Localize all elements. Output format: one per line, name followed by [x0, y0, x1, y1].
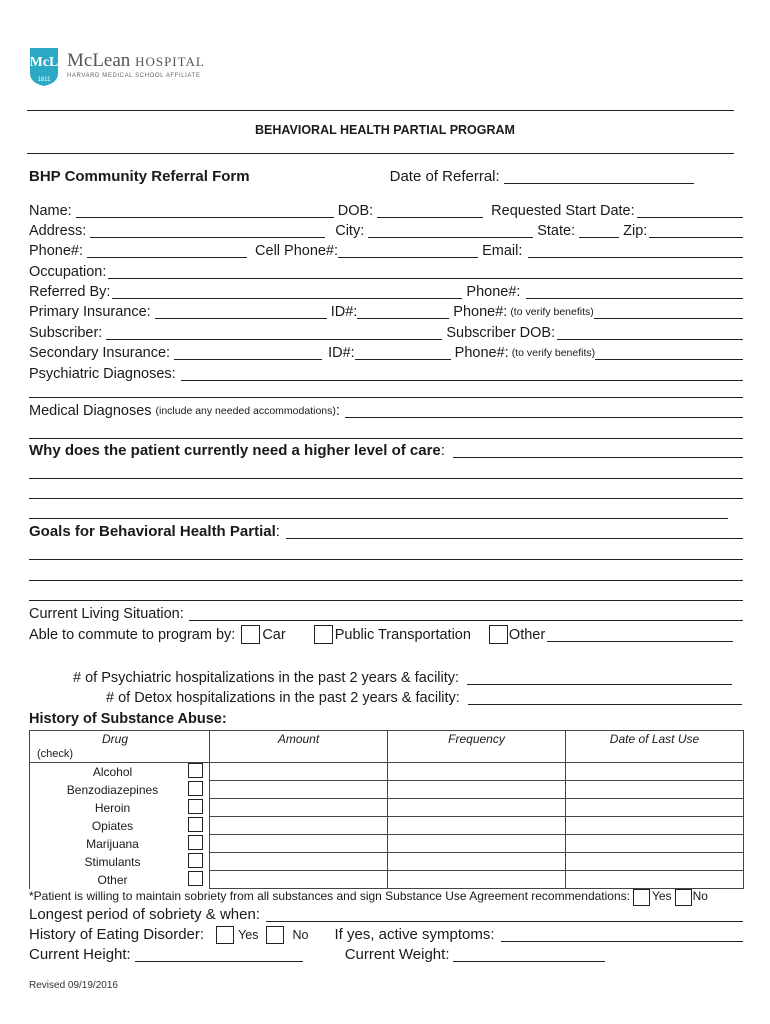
sobriety-yes-label: Yes [651, 889, 672, 903]
secondary-phone-field[interactable] [595, 344, 743, 360]
amount-cell[interactable] [210, 853, 388, 871]
frequency-cell[interactable] [388, 817, 566, 835]
eating-disorder-label: History of Eating Disorder: [29, 926, 205, 943]
medical-diagnoses-note: (include any needed accommodations) [155, 405, 336, 417]
table-row [30, 835, 744, 853]
email-field[interactable] [528, 242, 743, 258]
drug-label: Alcohol [92, 764, 133, 779]
insurance-phone-field[interactable] [594, 303, 743, 319]
id-field[interactable] [357, 303, 449, 319]
drug-cell [30, 799, 210, 817]
last-use-cell[interactable] [566, 799, 744, 817]
psych-hospitalizations-field[interactable] [467, 669, 732, 685]
drug-cell [30, 817, 210, 835]
detox-hospitalizations-field[interactable] [468, 689, 742, 705]
psych-diagnoses-label: Psychiatric Diagnoses: [29, 366, 176, 382]
zip-label: Zip: [623, 223, 648, 239]
car-checkbox[interactable] [241, 625, 260, 644]
requested-start-label: Requested Start Date: [491, 203, 635, 219]
frequency-cell[interactable] [388, 853, 566, 871]
referrer-phone-field[interactable] [526, 283, 743, 299]
table-row [30, 853, 744, 871]
drug-checkbox[interactable] [188, 799, 203, 814]
drug-label: Stimulants [84, 854, 141, 869]
medical-diagnoses-line-2[interactable] [29, 438, 743, 439]
drug-checkbox[interactable] [188, 763, 203, 778]
drug-label: Opiates [91, 818, 134, 833]
divider [27, 153, 734, 154]
id2-label: ID#: [328, 345, 355, 361]
amount-cell[interactable] [210, 835, 388, 853]
psych-diagnoses-field[interactable] [181, 365, 743, 381]
dob-field[interactable] [377, 202, 483, 218]
table-row [30, 799, 744, 817]
address-label: Address: [29, 223, 87, 239]
sobriety-yes-checkbox[interactable] [633, 889, 650, 906]
frequency-cell[interactable] [388, 781, 566, 799]
logo-mark: McL [29, 55, 59, 70]
public-transportation-checkbox[interactable] [314, 625, 333, 644]
substance-history-title: History of Substance Abuse: [29, 711, 227, 727]
colon: : [440, 442, 445, 459]
program-title: BEHAVIORAL HEALTH PARTIAL PROGRAM [255, 123, 515, 137]
substance-table [29, 730, 744, 889]
amount-cell[interactable] [210, 763, 388, 781]
secondary-insurance-field[interactable] [174, 344, 322, 360]
verify-note: (to verify benefits) [510, 306, 594, 318]
address-field[interactable] [90, 222, 325, 238]
drug-checkbox[interactable] [188, 853, 203, 868]
sobriety-no-checkbox[interactable] [675, 889, 692, 906]
goals-line-4[interactable] [29, 600, 743, 601]
zip-field[interactable] [649, 222, 743, 238]
detox-hospitalizations-label: # of Detox hospitalizations in the past 2 years & facility: [106, 690, 460, 706]
why-field[interactable] [453, 442, 743, 458]
medical-diagnoses-field[interactable] [345, 402, 743, 418]
subscriber-field[interactable] [106, 324, 442, 340]
frequency-cell[interactable] [388, 763, 566, 781]
other-field[interactable] [547, 626, 733, 642]
check-label: (check) [37, 748, 74, 760]
amount-cell[interactable] [210, 781, 388, 799]
occupation-label: Occupation: [29, 264, 107, 280]
logo-shield-icon [29, 47, 59, 87]
dob-label: DOB: [337, 203, 374, 219]
table-header-row [30, 731, 744, 763]
subscriber-dob-field[interactable] [557, 324, 743, 340]
requested-start-field[interactable] [637, 202, 743, 218]
goals-label: Goals for Behavioral Health Partial [29, 523, 276, 540]
active-symptoms-field[interactable] [501, 926, 743, 942]
living-situation-field[interactable] [189, 605, 743, 621]
eating-yes-label: Yes [238, 928, 259, 942]
weight-label: Current Weight: [344, 946, 450, 963]
sobriety-note: *Patient is willing to maintain sobriety from all substances and sign Substance Use Agreement recommendations: [29, 889, 630, 903]
referrer-phone-label: Phone#: [466, 284, 521, 300]
primary-insurance-field[interactable] [155, 303, 327, 319]
referred-by-field[interactable] [112, 283, 462, 299]
phone-label: Phone#: [29, 243, 84, 259]
secondary-insurance-label: Secondary Insurance: [29, 345, 171, 361]
drug-cell [30, 763, 210, 781]
drug-label: Benzodiazepines [66, 782, 159, 797]
longest-sobriety-label: Longest period of sobriety & when: [29, 906, 260, 923]
sobriety-no-label: No [692, 889, 708, 903]
goals-line-3[interactable] [29, 580, 743, 581]
name-label: Name: [29, 203, 72, 219]
last-use-cell[interactable] [566, 763, 744, 781]
state-field[interactable] [579, 222, 619, 238]
commute-label: Able to commute to program by: [29, 627, 236, 643]
drug-cell [30, 853, 210, 871]
last-use-cell[interactable] [566, 817, 744, 835]
table-row [30, 763, 744, 781]
longest-sobriety-field[interactable] [266, 906, 743, 922]
why-line-4[interactable] [29, 518, 728, 519]
subscriber-label: Subscriber: [29, 325, 103, 341]
city-field[interactable] [368, 222, 533, 238]
subscriber-dob-label: Subscriber DOB: [446, 325, 556, 341]
email-label: Email: [482, 243, 523, 259]
drug-checkbox[interactable] [188, 781, 203, 796]
medical-diagnoses-label: Medical Diagnoses [29, 403, 152, 419]
id-label: ID#: [330, 304, 358, 320]
table-header: Drug (check) [30, 731, 210, 763]
eating-no-checkbox[interactable] [266, 926, 284, 944]
table-row [30, 781, 744, 799]
active-symptoms-label: If yes, active symptoms: [334, 926, 495, 943]
logo-name: McLean [67, 50, 131, 71]
primary-insurance-label: Primary Insurance: [29, 304, 151, 320]
amount-cell[interactable] [210, 817, 388, 835]
drug-checkbox[interactable] [188, 871, 203, 886]
drug-checkbox[interactable] [188, 817, 203, 832]
table-header: Frequency [388, 731, 566, 763]
psych-hospitalizations-label: # of Psychiatric hospitalizations in the past 2 years & facility: [73, 670, 460, 686]
last-use-cell[interactable] [566, 853, 744, 871]
drug-label: Heroin [94, 800, 131, 815]
drug-label: Marijuana [86, 836, 139, 851]
id2-field[interactable] [355, 344, 451, 360]
divider [27, 110, 734, 111]
logo-name-suffix: HOSPITAL [135, 54, 205, 69]
height-label: Current Height: [29, 946, 131, 963]
car-label: Car [262, 627, 286, 643]
insurance-phone-label: Phone#: [453, 304, 508, 320]
goals-line-2[interactable] [29, 559, 743, 560]
drug-checkbox[interactable] [188, 835, 203, 850]
last-use-cell[interactable] [566, 781, 744, 799]
psych-diagnoses-line-2[interactable] [29, 397, 743, 398]
colon: : [335, 403, 340, 419]
other-label: Other [508, 627, 546, 643]
why-line-3[interactable] [29, 498, 743, 499]
last-use-cell[interactable] [566, 835, 744, 853]
logo-year: 1811 [37, 77, 51, 83]
city-label: City: [335, 223, 365, 239]
verify-note-2: (to verify benefits) [511, 347, 596, 359]
date-of-referral-field[interactable] [504, 168, 694, 184]
amount-cell[interactable] [210, 799, 388, 817]
colon: : [275, 523, 280, 540]
phone-field[interactable] [87, 242, 247, 258]
drug-label: Other [97, 872, 128, 887]
frequency-cell[interactable] [388, 835, 566, 853]
table-header: Date of Last Use [566, 731, 744, 763]
eating-no-label: No [292, 928, 309, 942]
revised-date: Revised 09/19/2016 [29, 980, 118, 991]
date-of-referral-label: Date of Referral: [389, 168, 500, 185]
drug-cell [30, 835, 210, 853]
height-field[interactable] [135, 946, 303, 962]
eating-yes-checkbox[interactable] [216, 926, 234, 944]
why-label: Why does the patient currently need a higher level of care [29, 442, 441, 459]
why-line-2[interactable] [29, 478, 743, 479]
living-situation-label: Current Living Situation: [29, 606, 184, 622]
goals-field[interactable] [286, 523, 743, 539]
frequency-cell[interactable] [388, 799, 566, 817]
secondary-phone-label: Phone#: [454, 345, 509, 361]
public-transportation-label: Public Transportation [334, 627, 471, 643]
table-row [30, 817, 744, 835]
referred-by-label: Referred By: [29, 284, 111, 300]
weight-field[interactable] [453, 946, 605, 962]
form-title: BHP Community Referral Form [29, 168, 250, 185]
logo-affiliate: HARVARD MEDICAL SCHOOL AFFILIATE [67, 73, 201, 79]
name-field[interactable] [76, 202, 334, 218]
cell-phone-field[interactable] [338, 242, 478, 258]
cell-phone-label: Cell Phone#: [255, 243, 339, 259]
other-checkbox[interactable] [489, 625, 508, 644]
table-header: Amount [210, 731, 388, 763]
hospital-logo [29, 47, 229, 89]
occupation-field[interactable] [108, 263, 743, 279]
state-label: State: [537, 223, 576, 239]
drug-cell [30, 781, 210, 799]
